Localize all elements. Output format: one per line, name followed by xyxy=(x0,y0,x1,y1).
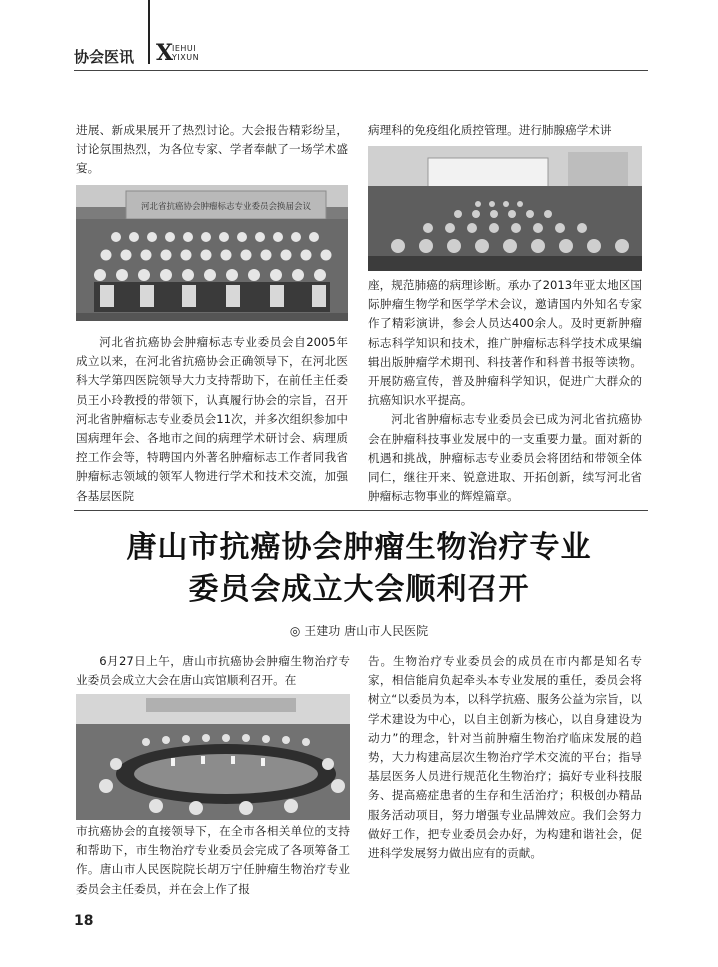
paragraph: 告。生物治疗专业委员会的成员在市内都是知名专家，相信能肩负起牵头本专业发展的重任，委员会将树立“以委员为本，以科学抗癌、服务公益为宗旨，以学术建设为中心，以自主创新为核心，以自身建设为动力”的理念，针对当前肿瘤生物治疗临床发展的趋势，大力构建高层次生物治疗学术交流的平台；指导基层医务人员进行规范化生物治疗；搞好专业科技服务、提高癌症患者的生存和生活治疗；积极创办精品服务活动项目，努力增强专业品牌效应。我们会努力做好工作，把专业委员会办好，为构建和谐社会，促进科学发展努力做出应有的贡献。 xyxy=(368,654,642,861)
article-right-text xyxy=(368,652,642,863)
paragraph: 病理科的免疫组化质控管理。进行肺腺癌学术讲 xyxy=(368,123,612,137)
upper-right-text-top xyxy=(368,121,642,140)
affiliation: 唐山市人民医院 xyxy=(344,624,429,638)
byline-mark: ◎ xyxy=(289,624,301,638)
paragraph: 河北省肿瘤标志专业委员会已成为河北省抗癌协会在肿瘤科技事业发展中的一支重要力量。面对新的机遇和挑战，肿瘤标志专业委员会将团结和带领全体同仁，继往开来、锐意进取、开拓创新，续写河北省肿瘤标志物事业的辉煌篇章。 xyxy=(368,412,642,504)
section-x-letter: X xyxy=(156,40,174,66)
pinyin-top: IEHUI xyxy=(172,44,197,53)
article-title-line2: 委员会成立大会顺利召开 xyxy=(188,572,530,607)
byline xyxy=(0,622,718,639)
paragraph: 6月27日上午，唐山市抗癌协会肿瘤生物治疗专业委员会成立大会在唐山宾馆顺利召开。在 xyxy=(76,654,350,688)
section-name: 协会医讯 xyxy=(74,48,135,66)
article-title-line1: 唐山市抗癌协会肿瘤生物治疗专业 xyxy=(126,530,592,565)
header-divider xyxy=(148,0,150,64)
article-left-text-main xyxy=(76,822,350,899)
paragraph: 座，规范肺癌的病理诊断。承办了2013年亚太地区国际肿瘤生物学和医学学术会议，邀请国内外知名专家作了精彩演讲，参会人员达400余人。及时更新肿瘤标志科学知识和技术，推广肿瘤标志科学技术成果编辑出版肿瘤学术期刊、科技著作和科普书报等读物。开展防癌宣传，普及肿瘤科学知识，促进广大群众的抗癌知识水平提高。 xyxy=(368,278,642,408)
banner-text: 河北省抗癌协会肿瘤标志专业委员会换届会议 xyxy=(140,202,312,212)
header-rule xyxy=(74,70,648,71)
pinyin-bottom: YIXUN xyxy=(172,53,200,62)
section-pinyin xyxy=(172,44,199,62)
paragraph: 市抗癌协会的直接领导下，在全市各相关单位的支持和帮助下，市生物治疗专业委员会完成了各项筹备工作。唐山市人民医院院长胡万宁任肿瘤生物治疗专业委员会主任委员，并在会上作了报 xyxy=(76,824,350,896)
lecture-hall-photo xyxy=(368,146,642,271)
paragraph: 河北省抗癌协会肿瘤标志专业委员会自2005年成立以来，在河北省抗癌协会正确领导下，在河北医科大学第四医院领导大力支持帮助下，在前任主任委员王小玲教授的带领下，认真履行协会的宗旨，召开河北省肿瘤标志专业委员会11次，并多次组织参加中国病理年会、各地市之间的病理学术研讨会、病理质控工作会等，特聘国内外著名肿瘤标志工作者同我省肿瘤标志领域的领军人物进行学术和技术交流，加强各基层医院 xyxy=(76,335,348,503)
page-number: 18 xyxy=(74,913,94,929)
section-rule xyxy=(74,510,648,511)
upper-left-text-main xyxy=(76,333,348,506)
upper-left-text-top xyxy=(76,121,348,179)
meeting-photo xyxy=(76,694,350,820)
group-photo xyxy=(76,185,348,321)
author: 王建功 xyxy=(304,624,341,638)
upper-right-text-main xyxy=(368,276,642,506)
paragraph: 进展、新成果展开了热烈讨论。大会报告精彩纷呈，讨论氛围热烈，为各位专家、学者奉献了一场学术盛宴。 xyxy=(76,123,348,176)
article-left-text-top xyxy=(76,652,350,690)
